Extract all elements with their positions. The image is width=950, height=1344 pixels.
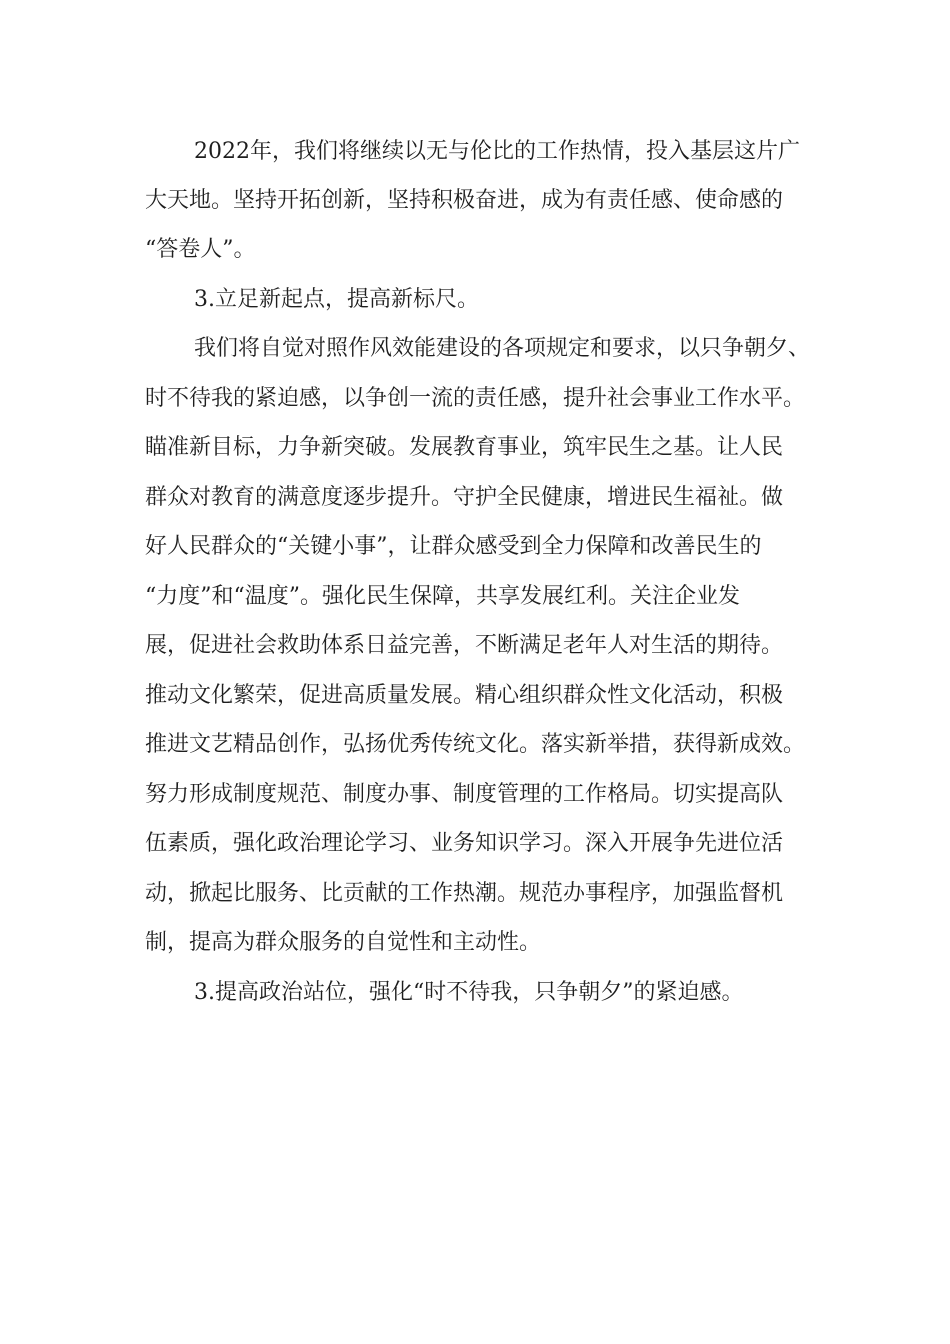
text-line: 我们将自觉对照作风效能建设的各项规定和要求，以只争朝夕、 [194, 336, 811, 361]
text-line: 推动文化繁荣，促进高质量发展。精心组织群众性文化活动，积极 [145, 683, 784, 708]
text-line: 瞄准新目标，力争新突破。发展教育事业，筑牢民生之基。让人民 [145, 435, 784, 460]
text-line: 好人民群众的“关键小事”，让群众感受到全力保障和改善民生的 [145, 534, 762, 559]
text-line: 伍素质，强化政治理论学习、业务知识学习。深入开展争先进位活 [145, 831, 784, 856]
text-line: 大天地。坚持开拓创新，坚持积极奋进，成为有责任感、使命感的 [145, 188, 784, 213]
text-line: “力度”和“温度”。强化民生保障，共享发展红利。关注企业发 [145, 584, 740, 609]
section-heading: 3.立足新起点，提高新标尺。 [194, 287, 479, 312]
text-line: 时不待我的紧迫感，以争创一流的责任感，提升社会事业工作水平。 [145, 386, 806, 411]
text-line: “答卷人”。 [145, 237, 256, 262]
text-line: 动，掀起比服务、比贡献的工作热潮。规范办事程序，加强监督机 [145, 881, 784, 906]
text-line: 推进文艺精品创作，弘扬优秀传统文化。落实新举措，获得新成效。 [145, 732, 806, 757]
text-line: 2022年，我们将继续以无与伦比的工作热情，投入基层这片广 [194, 139, 800, 164]
section-heading: 3.提高政治站位，强化“时不待我，只争朝夕”的紧迫感。 [194, 980, 744, 1005]
text-line: 群众对教育的满意度逐步提升。守护全民健康，增进民生福祉。做 [145, 485, 784, 510]
text-line: 制，提高为群众服务的自觉性和主动性。 [145, 930, 542, 955]
text-line: 努力形成制度规范、制度办事、制度管理的工作格局。切实提高队 [145, 782, 784, 807]
text-line: 展，促进社会救助体系日益完善，不断满足老年人对生活的期待。 [145, 633, 784, 658]
